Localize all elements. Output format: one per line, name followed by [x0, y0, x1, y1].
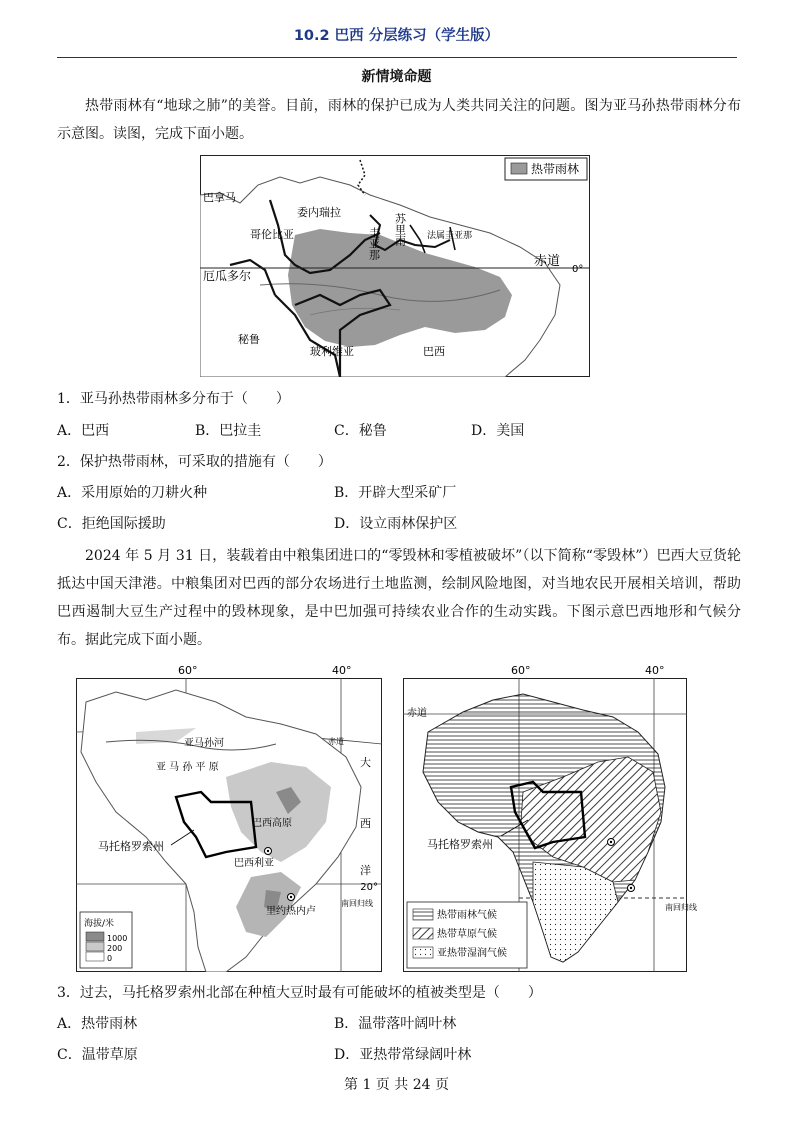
ocean-char-1: 大	[360, 756, 371, 769]
legend-0: 0	[107, 954, 113, 963]
label-brazil: 巴西	[423, 345, 445, 358]
climate-map	[403, 662, 697, 972]
terrain-lon60: 60°	[178, 664, 198, 677]
intro-paragraph-2: 2024 年 5 月 31 日，装载着由中粮集团进口的“零毁林和零植被破坏”（以下简称“零毁林”）巴西大豆货轮抵达中国天津港。中粮集团对巴西的部分农场进行土地监测，绘制风险地图，对当地农民开展相关培训，帮助巴西遏制大豆生产过程中的毁林现象，是中巴加强可持续农业合作的生动实践。下图示意巴西地形和气候分布。据此完成下面小题。	[57, 548, 741, 648]
legend-subtropical-humid: 亚热带湿润气候	[437, 948, 507, 959]
legend-200: 200	[107, 944, 123, 953]
ocean-char-3: 洋	[360, 864, 371, 877]
label-brazil-plateau: 巴西高原	[252, 818, 292, 829]
ocean-char-2: 西	[360, 817, 371, 830]
question-2-stem: 2．保护热带雨林，可采取的措施有（ ）	[57, 454, 332, 470]
label-rio: 里约热内卢	[266, 906, 316, 917]
q2-option-c[interactable]: C．拒绝国际援助	[57, 516, 166, 532]
label-amazon-river: 亚马孙河	[184, 738, 224, 749]
q2-option-d[interactable]: D．设立雨林保护区	[334, 516, 458, 532]
label-mato-grosso: 马托格罗索州	[98, 840, 164, 853]
legend-1000: 1000	[107, 934, 128, 943]
intro-paragraph-1: 热带雨林有“地球之肺”的美誉。目前，雨林的保护已成为人类共同关注的问题。图为亚马孙热带雨林分布示意图。读图，完成下面小题。	[57, 98, 741, 142]
label-tropic: 南回归线	[341, 899, 373, 908]
label-colombia: 哥伦比亚	[250, 228, 294, 241]
legend-label: 热带雨林	[531, 162, 580, 176]
q2-option-b[interactable]: B．开辟大型采矿厂	[334, 485, 457, 501]
q1-option-c[interactable]: C．秘鲁	[334, 423, 387, 439]
label-peru: 秘鲁	[238, 333, 260, 346]
label-zero: 0°	[572, 264, 584, 275]
climate-lon60: 60°	[511, 664, 531, 677]
label-guyana: 圭亚那	[367, 227, 381, 260]
terrain-lat20: 20°	[360, 882, 378, 893]
terrain-equator: 赤道	[328, 737, 344, 746]
q1-option-d[interactable]: D．美国	[471, 423, 525, 439]
header-rule	[57, 57, 737, 58]
q1-option-a[interactable]: A．巴西	[57, 423, 110, 439]
label-panama: 巴拿马	[203, 191, 236, 204]
question-3-stem: 3．过去，马托格罗索州北部在种植大豆时最有可能破坏的植被类型是（ ）	[57, 985, 542, 1001]
legend-tropical-savanna: 热带草原气候	[437, 929, 497, 940]
legend-elevation-title: 海拔/米	[84, 919, 115, 929]
q3-option-b[interactable]: B．温带落叶阔叶林	[334, 1016, 457, 1032]
q2-option-a[interactable]: A．采用原始的刀耕火种	[57, 485, 208, 501]
label-amazon-plain: 亚 马 孙 平 原	[156, 762, 219, 773]
q3-option-a[interactable]: A．热带雨林	[57, 1016, 138, 1032]
section-title: 新情境命题	[361, 69, 432, 85]
q1-option-b[interactable]: B．巴拉圭	[195, 423, 262, 439]
label-french-guiana: 法属圭亚那	[427, 231, 473, 241]
label-suriname: 苏里南	[393, 213, 407, 246]
terrain-lon40: 40°	[332, 664, 352, 677]
q3-option-d[interactable]: D．亚热带常绿阔叶林	[334, 1047, 472, 1063]
legend-tropical-rainforest: 热带雨林气候	[437, 910, 497, 921]
document-header: 10.2 巴西 分层练习（学生版）	[293, 28, 500, 44]
terrain-map	[76, 662, 382, 972]
label-venezuela: 委内瑞拉	[297, 206, 341, 219]
label-brasilia: 巴西利亚	[234, 858, 274, 869]
climate-equator: 赤道	[407, 708, 427, 719]
label-ecuador: 厄瓜多尔	[203, 269, 252, 283]
climate-lon40: 40°	[645, 664, 665, 677]
climate-mato-grosso: 马托格罗索州	[427, 838, 493, 851]
page-footer: 第 1 页 共 24 页	[344, 1077, 449, 1093]
label-bolivia: 玻利维亚	[310, 345, 354, 358]
rainforest-map	[200, 155, 590, 377]
label-equator: 赤道	[534, 254, 561, 269]
q3-option-c[interactable]: C．温带草原	[57, 1047, 138, 1063]
climate-tropic: 南回归线	[665, 903, 697, 912]
question-1-stem: 1．亚马孙热带雨林多分布于（ ）	[57, 391, 290, 407]
